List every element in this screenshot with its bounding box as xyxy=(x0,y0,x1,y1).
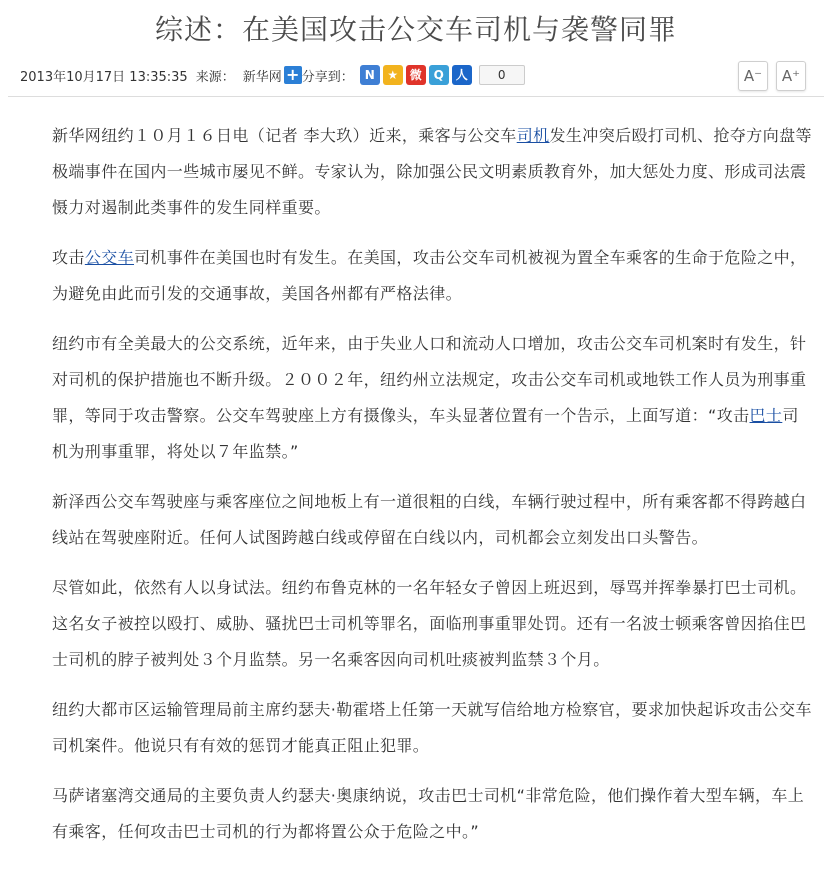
header-divider xyxy=(8,96,824,97)
link-siji[interactable]: 司机 xyxy=(516,126,550,145)
share-renren-icon[interactable]: 人 xyxy=(452,65,472,85)
share-qzone-icon[interactable]: ★ xyxy=(383,65,403,85)
paragraph-5: 尽管如此，依然有人以身试法。纽约布鲁克林的一名年轻女子曾因上班迟到，辱骂并挥拳暴打巴士司机。这名女子被控以殴打、威胁、骚扰巴士司机等罪名，面临刑事重罪处罚。还有一名波士顿乘客曾因掐住巴士司机的脖子被判处３个月监禁。另一名乘客因向司机吐痰被判监禁３个月。 xyxy=(52,578,807,669)
share-tencent-icon[interactable]: Q xyxy=(429,65,449,85)
link-gongjiaoche[interactable]: 公交车 xyxy=(84,248,135,267)
paragraph-4: 新泽西公交车驾驶座与乘客座位之间地板上有一道很粗的白线，车辆行驶过程中，所有乘客都不得跨越白线站在驾驶座附近。任何人试图跨越白线或停留在白线以内，司机都会立刻发出口头警告。 xyxy=(52,492,807,547)
source-label: 来源： xyxy=(195,69,235,85)
publish-datetime: 2013年10月17日 13:35:35 xyxy=(20,69,188,85)
font-larger-button[interactable]: A⁺ xyxy=(776,61,806,91)
source-name: 新华网 xyxy=(242,69,282,85)
article-body xyxy=(52,118,812,864)
page-title: 综述：在美国攻击公交车司机与袭警同罪 xyxy=(154,13,677,46)
share-label: 分享到： xyxy=(301,69,354,85)
paragraph-3: 纽约市有全美最大的公交系统，近年来，由于失业人口和流动人口增加，攻击公交车司机案时有发生，针对司机的保护措施也不断升级。２００２年，纽约州立法规定，攻击公交车司机或地铁工作人员为刑事重罪，等同于攻击警察。公交车驾驶座上方有摄像头，车头显著位置有一个告示，上面写道：“攻击巴士司机为刑事重罪，将处以７年监禁。” xyxy=(52,334,807,461)
share-xinhua-icon[interactable]: N xyxy=(360,65,380,85)
font-size-controls xyxy=(738,61,810,91)
share-weibo-icon[interactable]: 微 xyxy=(406,65,426,85)
paragraph-2: 攻击公交车司机事件在美国也时有发生。在美国，攻击公交车司机被视为置全车乘客的生命于危险之中，为避免由此而引发的交通事故，美国各州都有严格法律。 xyxy=(52,248,807,303)
share-count-badge: 0 xyxy=(479,65,525,85)
paragraph-6: 纽约大都市区运输管理局前主席约瑟夫·勒霍塔上任第一天就写信给地方检察官，要求加快起诉攻击公交车司机案件。他说只有有效的惩罚才能真正阻止犯罪。 xyxy=(52,700,812,755)
article-meta-bar xyxy=(20,58,810,92)
font-smaller-button[interactable]: A⁻ xyxy=(738,61,768,91)
paragraph-1: 新华网纽约１０月１６日电（记者 李大玖）近来，乘客与公交车司机发生冲突后殴打司机、抢夺方向盘等极端事件在国内一些城市屡见不鲜。专家认为，除加强公民文明素质教育外，加大惩处力度、形成司法震慑力对遏制此类事件的发生同样重要。 xyxy=(52,126,812,217)
share-plus-icon[interactable]: + xyxy=(284,66,302,84)
paragraph-7: 马萨诸塞湾交通局的主要负责人约瑟夫·奥康纳说，攻击巴士司机“非常危险，他们操作着大型车辆，车上有乘客，任何攻击巴士司机的行为都将置公众于危险之中。” xyxy=(52,786,805,841)
link-bashi[interactable]: 巴士 xyxy=(749,406,783,425)
